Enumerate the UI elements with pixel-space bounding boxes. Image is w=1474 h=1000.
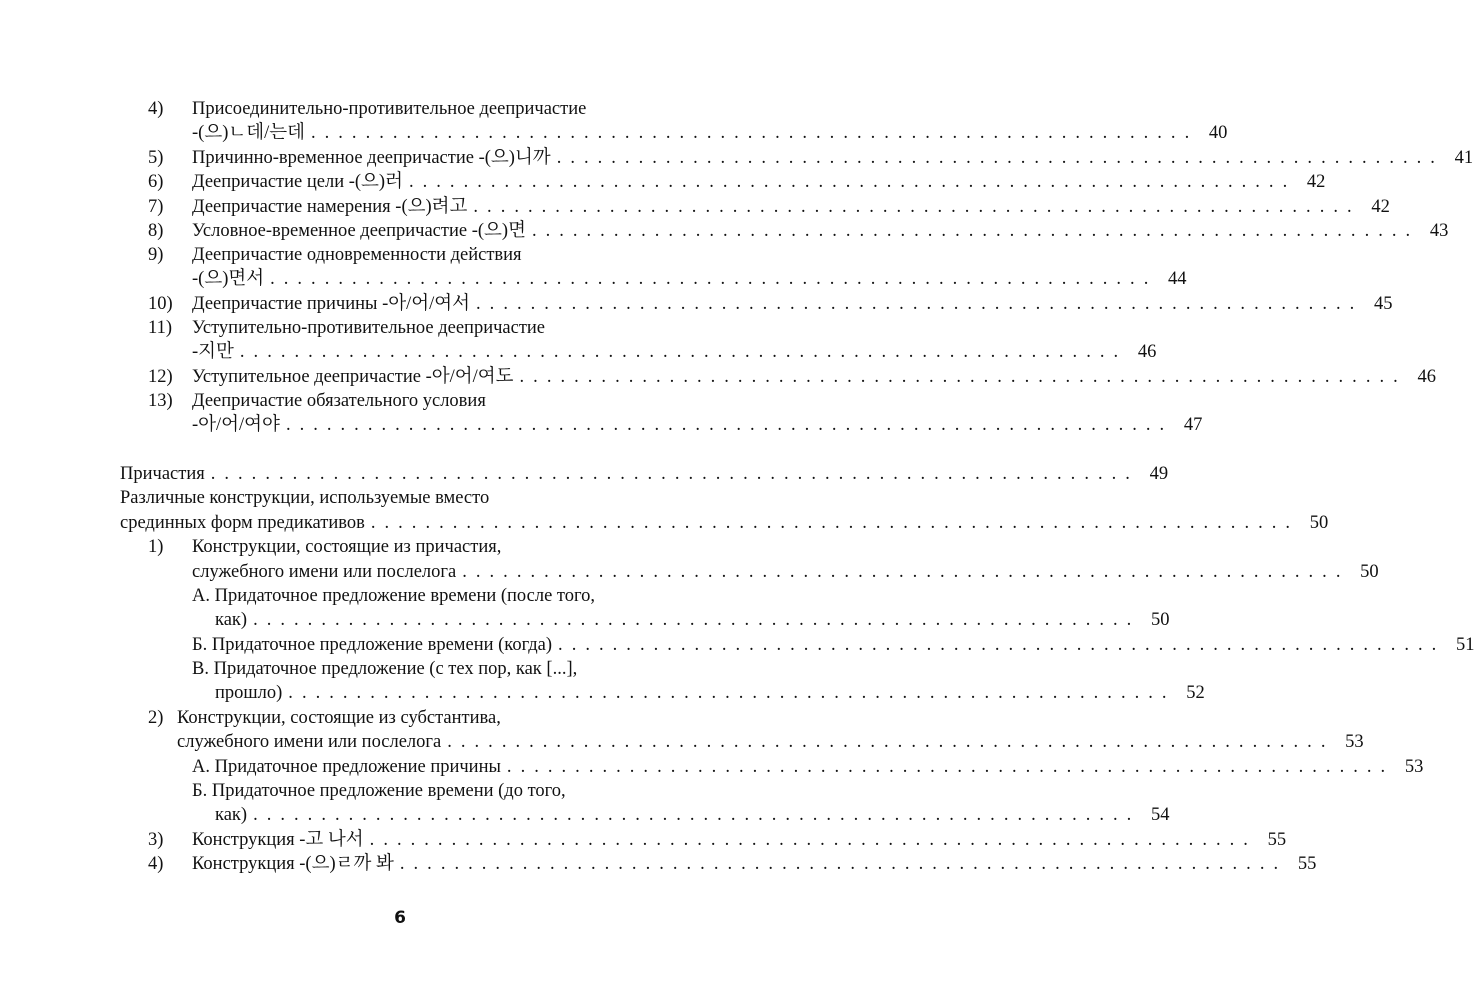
- entry-number: 11): [148, 318, 172, 338]
- dot-leader: . . . . . . . . . . . . . . . . . . . . . . . . . . . . . . . . . . . . . . . . . . . . . . . . . . . . . . . . . . . . . . . . .: [285, 415, 1167, 435]
- toc-subentry: [192, 755, 1424, 779]
- page-ref: 43: [1429, 221, 1449, 241]
- toc-entry: [148, 365, 1436, 389]
- page-ref: 50: [1309, 513, 1329, 533]
- page-ref: 41: [1454, 148, 1474, 168]
- toc-subentry-continuation: [215, 608, 1170, 632]
- dot-leader: . . . . . . . . . . . . . . . . . . . . . . . . . . . . . . . . . . . . . . . . . . . . . . . . . . . . . . . . . . . . . . . . .: [399, 854, 1281, 874]
- toc-entry-continuation: [192, 413, 1203, 437]
- subentry-text: Б. Придаточное предложение времени (когда): [192, 635, 553, 655]
- toc-subentry: [192, 584, 717, 608]
- toc-entry-continuation: [192, 267, 1187, 291]
- page-ref: 53: [1345, 732, 1364, 752]
- entry-text: Деепричастие цели -(으)러: [192, 172, 403, 192]
- subentry-text: А. Придаточное предложение времени (после того,: [192, 586, 596, 606]
- page-number: 6: [394, 908, 406, 928]
- toc-entry: [148, 195, 1390, 219]
- toc-entry: [148, 852, 1317, 876]
- page-ref: 55: [1267, 830, 1287, 850]
- entry-text: -(으)면서: [192, 269, 265, 289]
- subentry-text: как): [215, 610, 248, 630]
- subentry-text: Б. Придаточное предложение времени (до того,: [192, 781, 566, 801]
- page-ref: 44: [1168, 269, 1187, 289]
- page-ref: 42: [1306, 172, 1326, 192]
- dot-leader: . . . . . . . . . . . . . . . . . . . . . . . . . . . . . . . . . . . . . . . . . . . . . . . . . . . . . . . . . . . . . . . . .: [288, 683, 1169, 703]
- toc-entry: [148, 146, 1474, 170]
- dot-leader: . . . . . . . . . . . . . . . . . . . . . . . . . . . . . . . . . . . . . . . . . . . . . . . . . . . . . . . . . . . . . . . . .: [310, 123, 1192, 143]
- dot-leader: . . . . . . . . . . . . . . . . . . . . . . . . . . . . . . . . . . . . . . . . . . . . . . . . . . . . . . . . . . . . . . . . .: [531, 221, 1413, 241]
- toc-subentry-continuation: [215, 681, 1205, 705]
- page-ref: 46: [1417, 367, 1436, 387]
- entry-number: 10): [148, 294, 173, 314]
- toc-entry: [148, 219, 1449, 243]
- entry-number: 8): [148, 221, 164, 241]
- toc-section: [120, 462, 1169, 486]
- toc-subentry: [192, 779, 717, 803]
- dot-leader: . . . . . . . . . . . . . . . . . . . . . . . . . . . . . . . . . . . . . . . . . . . . . . . . . . . . . . . . . . . . . . . . .: [558, 635, 1439, 655]
- entry-text: -(으)ㄴ데/는데: [192, 123, 305, 143]
- section-title: Различные конструкции, используемые вместо: [120, 488, 490, 508]
- entry-number: 5): [148, 148, 164, 168]
- toc-section: [120, 486, 717, 510]
- toc-subentry-continuation: [215, 803, 1170, 827]
- dot-leader: . . . . . . . . . . . . . . . . . . . . . . . . . . . . . . . . . . . . . . . . . . . . . . . . . . . . . . . . . . . . . . . . . . . .: [370, 513, 1293, 533]
- page-ref: 52: [1186, 683, 1205, 703]
- entry-text: Причинно-временное деепричастие -(으)니까: [192, 148, 551, 168]
- dot-leader: . . . . . . . . . . . . . . . . . . . . . . . . . . . . . . . . . . . . . . . . . . . . . . . . . . . . . . . . . . . . . . . . .: [270, 269, 1151, 289]
- toc-entry-continuation: [177, 730, 1364, 754]
- subentry-text: В. Придаточное предложение (с тех пор, как [...],: [192, 659, 578, 679]
- dot-leader: . . . . . . . . . . . . . . . . . . . . . . . . . . . . . . . . . . . . . . . . . . . . . . . . . . . . . . . . . . . . . . . . .: [473, 197, 1354, 217]
- toc-entry-continuation: [192, 121, 1228, 145]
- dot-leader: . . . . . . . . . . . . . . . . . . . . . . . . . . . . . . . . . . . . . . . . . . . . . . . . . . . . . . . . . . . . . . . . . . . .: [210, 464, 1133, 484]
- entry-number: 9): [148, 245, 164, 265]
- entry-text: Конструкция -(으)ㄹ까 봐: [192, 854, 394, 874]
- entry-number: 13): [148, 391, 173, 411]
- toc-entry: [0, 706, 800, 730]
- entry-text: Деепричастие одновременности действия: [192, 245, 522, 265]
- entry-number: 1): [148, 537, 164, 557]
- toc-subentry: [192, 657, 717, 681]
- page-ref: 55: [1297, 854, 1317, 874]
- toc-entry: [148, 828, 1287, 852]
- entry-text: Конструкции, состоящие из субстантива,: [177, 708, 501, 728]
- page-ref: 40: [1208, 123, 1228, 143]
- toc-entry: [0, 535, 800, 559]
- page-ref: 51: [1455, 635, 1474, 655]
- dot-leader: . . . . . . . . . . . . . . . . . . . . . . . . . . . . . . . . . . . . . . . . . . . . . . . . . . . . . . . . . . . . . . . . .: [447, 732, 1328, 752]
- entry-text: -아/어/여야: [192, 415, 280, 435]
- dot-leader: . . . . . . . . . . . . . . . . . . . . . . . . . . . . . . . . . . . . . . . . . . . . . . . . . . . . . . . . . . . . . . . . .: [506, 757, 1388, 777]
- page-ref: 53: [1404, 757, 1424, 777]
- entry-number: 4): [148, 854, 164, 874]
- section-title: Причастия: [120, 464, 205, 484]
- page-ref: 47: [1183, 415, 1203, 435]
- toc-entry: [148, 170, 1326, 194]
- entry-number: 2): [148, 708, 164, 728]
- entry-text: Присоединительно-противительное деепричастие: [192, 99, 587, 119]
- toc-entry-continuation: [192, 340, 1157, 364]
- dot-leader: . . . . . . . . . . . . . . . . . . . . . . . . . . . . . . . . . . . . . . . . . . . . . . . . . . . . . . . . . . . . . . . . .: [556, 148, 1438, 168]
- page-ref: 54: [1151, 805, 1170, 825]
- page-ref: 50: [1360, 562, 1379, 582]
- dot-leader: . . . . . . . . . . . . . . . . . . . . . . . . . . . . . . . . . . . . . . . . . . . . . . . . . . . . . . . . . . . . . . . . .: [462, 562, 1343, 582]
- entry-number: 3): [148, 830, 164, 850]
- entry-text: Условное-временное деепричастие -(으)면: [192, 221, 526, 241]
- section-title: срединных форм предикативов: [120, 513, 365, 533]
- entry-text: Конструкция -고 나서: [192, 830, 364, 850]
- entry-text: Деепричастие причины -아/어/여서: [192, 294, 471, 314]
- subentry-text: А. Придаточное предложение причины: [192, 757, 501, 777]
- toc-entry-continuation: [192, 560, 1379, 584]
- dot-leader: . . . . . . . . . . . . . . . . . . . . . . . . . . . . . . . . . . . . . . . . . . . . . . . . . . . . . . . . . . . . . . . . .: [476, 294, 1357, 314]
- entry-text: служебного имени или послелога: [192, 562, 457, 582]
- dot-leader: . . . . . . . . . . . . . . . . . . . . . . . . . . . . . . . . . . . . . . . . . . . . . . . . . . . . . . . . . . . . . . . . .: [253, 610, 1134, 630]
- toc-entry: [0, 243, 800, 267]
- entry-text: -지만: [192, 342, 234, 362]
- toc-entry: [0, 97, 800, 121]
- page-ref: 50: [1151, 610, 1170, 630]
- dot-leader: . . . . . . . . . . . . . . . . . . . . . . . . . . . . . . . . . . . . . . . . . . . . . . . . . . . . . . . . . . . . . . . . .: [239, 342, 1121, 362]
- dot-leader: . . . . . . . . . . . . . . . . . . . . . . . . . . . . . . . . . . . . . . . . . . . . . . . . . . . . . . . . . . . . . . . . .: [519, 367, 1400, 387]
- entry-text: Конструкции, состоящие из причастия,: [192, 537, 502, 557]
- entry-number: 4): [148, 99, 164, 119]
- page-ref: 45: [1373, 294, 1393, 314]
- entry-text: Деепричастие намерения -(으)려고: [192, 197, 468, 217]
- entry-text: Деепричастие обязательного условия: [192, 391, 486, 411]
- entry-number: 12): [148, 367, 173, 387]
- toc-entry: [0, 389, 800, 413]
- entry-text: служебного имени или послелога: [177, 732, 442, 752]
- page-ref: 46: [1137, 342, 1157, 362]
- toc-section-continuation: [120, 511, 1329, 535]
- dot-leader: . . . . . . . . . . . . . . . . . . . . . . . . . . . . . . . . . . . . . . . . . . . . . . . . . . . . . . . . . . . . . . . . .: [253, 805, 1134, 825]
- entry-text: Уступительно-противительное деепричастие: [192, 318, 546, 338]
- entry-number: 6): [148, 172, 164, 192]
- toc-entry: [148, 292, 1393, 316]
- subentry-text: как): [215, 805, 248, 825]
- subentry-text: прошло): [215, 683, 283, 703]
- entry-number: 7): [148, 197, 164, 217]
- toc-subentry: [192, 633, 1474, 657]
- entry-text: Уступительное деепричастие -아/어/여도: [192, 367, 514, 387]
- dot-leader: . . . . . . . . . . . . . . . . . . . . . . . . . . . . . . . . . . . . . . . . . . . . . . . . . . . . . . . . . . . . . . . . .: [369, 830, 1251, 850]
- page-ref: 49: [1149, 464, 1169, 484]
- page-ref: 42: [1371, 197, 1390, 217]
- dot-leader: . . . . . . . . . . . . . . . . . . . . . . . . . . . . . . . . . . . . . . . . . . . . . . . . . . . . . . . . . . . . . . . . .: [408, 172, 1290, 192]
- toc-entry: [0, 316, 800, 340]
